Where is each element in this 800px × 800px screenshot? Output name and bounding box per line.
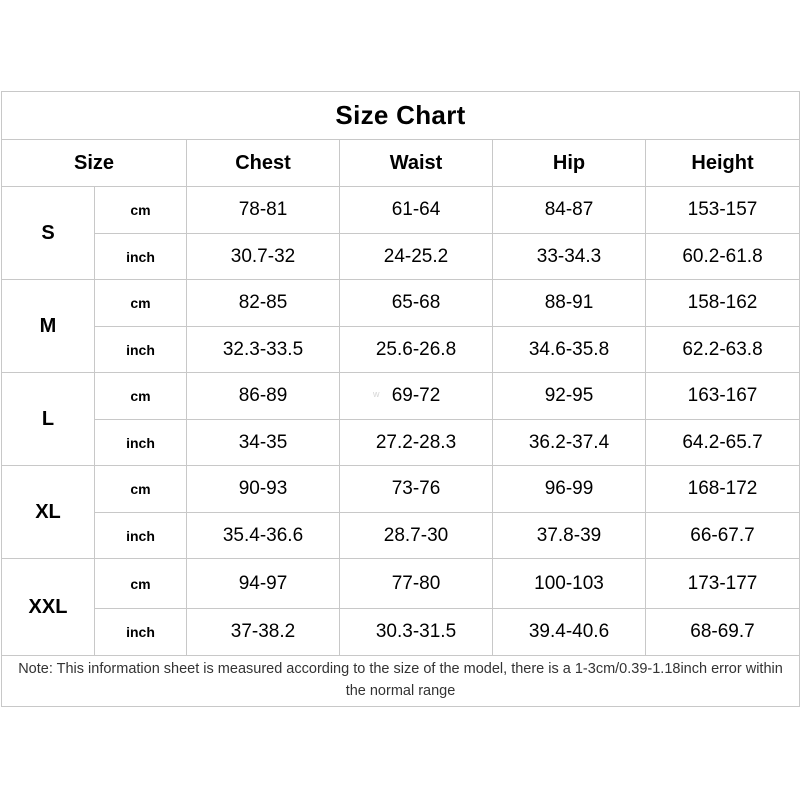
table-row [2, 466, 800, 513]
height-value: 158-162 [646, 280, 800, 327]
chest-value: 82-85 [187, 280, 340, 327]
chest-value: 37-38.2 [187, 609, 340, 656]
header-row [2, 140, 800, 187]
height-value: 68-69.7 [646, 609, 800, 656]
unit-label: inch [95, 609, 187, 656]
table-row [2, 609, 800, 656]
height-value: 173-177 [646, 559, 800, 609]
table-row [2, 234, 800, 280]
hip-value: 37.8-39 [493, 513, 646, 559]
hip-value: 36.2-37.4 [493, 420, 646, 466]
hip-value: 39.4-40.6 [493, 609, 646, 656]
height-value: 163-167 [646, 373, 800, 420]
height-value: 62.2-63.8 [646, 327, 800, 373]
height-value: 153-157 [646, 187, 800, 234]
table-row [2, 420, 800, 466]
chest-value: 32.3-33.5 [187, 327, 340, 373]
hip-value: 33-34.3 [493, 234, 646, 280]
size-label: XXL [2, 559, 95, 656]
waist-value: 24-25.2 [340, 234, 493, 280]
hip-value: 100-103 [493, 559, 646, 609]
unit-label: cm [95, 559, 187, 609]
measurement-note: Note: This information sheet is measured according to the size of the model, there is a 1-3cm/0.39-1.18inch error within the normal range [2, 656, 800, 707]
table-row [2, 513, 800, 559]
hip-value: 96-99 [493, 466, 646, 513]
waist-value: 77-80 [340, 559, 493, 609]
waist-value: 65-68 [340, 280, 493, 327]
header-chest: Chest [187, 140, 340, 187]
hip-value: 34.6-35.8 [493, 327, 646, 373]
unit-label: cm [95, 466, 187, 513]
size-label: XL [2, 466, 95, 559]
hip-value: 88-91 [493, 280, 646, 327]
height-value: 64.2-65.7 [646, 420, 800, 466]
waist-value: 69-72 [340, 373, 493, 420]
unit-label: cm [95, 373, 187, 420]
header-waist: Waist [340, 140, 493, 187]
waist-value: 73-76 [340, 466, 493, 513]
unit-label: cm [95, 187, 187, 234]
table-row [2, 327, 800, 373]
unit-label: inch [95, 327, 187, 373]
waist-value: 28.7-30 [340, 513, 493, 559]
header-size: Size [2, 140, 187, 187]
table-row [2, 187, 800, 234]
chart-title: Size Chart [2, 92, 800, 140]
chest-value: 94-97 [187, 559, 340, 609]
table-row [2, 559, 800, 609]
unit-label: inch [95, 513, 187, 559]
height-value: 60.2-61.8 [646, 234, 800, 280]
title-row [2, 92, 800, 140]
watermark: w [373, 389, 380, 399]
header-hip: Hip [493, 140, 646, 187]
waist-value: 61-64 [340, 187, 493, 234]
waist-value: 27.2-28.3 [340, 420, 493, 466]
size-label: L [2, 373, 95, 466]
chest-value: 34-35 [187, 420, 340, 466]
chest-value: 35.4-36.6 [187, 513, 340, 559]
height-value: 66-67.7 [646, 513, 800, 559]
hip-value: 84-87 [493, 187, 646, 234]
size-chart-table [1, 91, 800, 707]
unit-label: inch [95, 234, 187, 280]
size-label: M [2, 280, 95, 373]
header-height: Height [646, 140, 800, 187]
table-row [2, 280, 800, 327]
unit-label: cm [95, 280, 187, 327]
height-value: 168-172 [646, 466, 800, 513]
size-label: S [2, 187, 95, 280]
table-row [2, 373, 800, 420]
unit-label: inch [95, 420, 187, 466]
size-chart [1, 91, 799, 707]
chest-value: 78-81 [187, 187, 340, 234]
chest-value: 86-89 [187, 373, 340, 420]
chest-value: 30.7-32 [187, 234, 340, 280]
hip-value: 92-95 [493, 373, 646, 420]
note-row [2, 656, 800, 707]
waist-value: 25.6-26.8 [340, 327, 493, 373]
waist-value: 30.3-31.5 [340, 609, 493, 656]
chest-value: 90-93 [187, 466, 340, 513]
